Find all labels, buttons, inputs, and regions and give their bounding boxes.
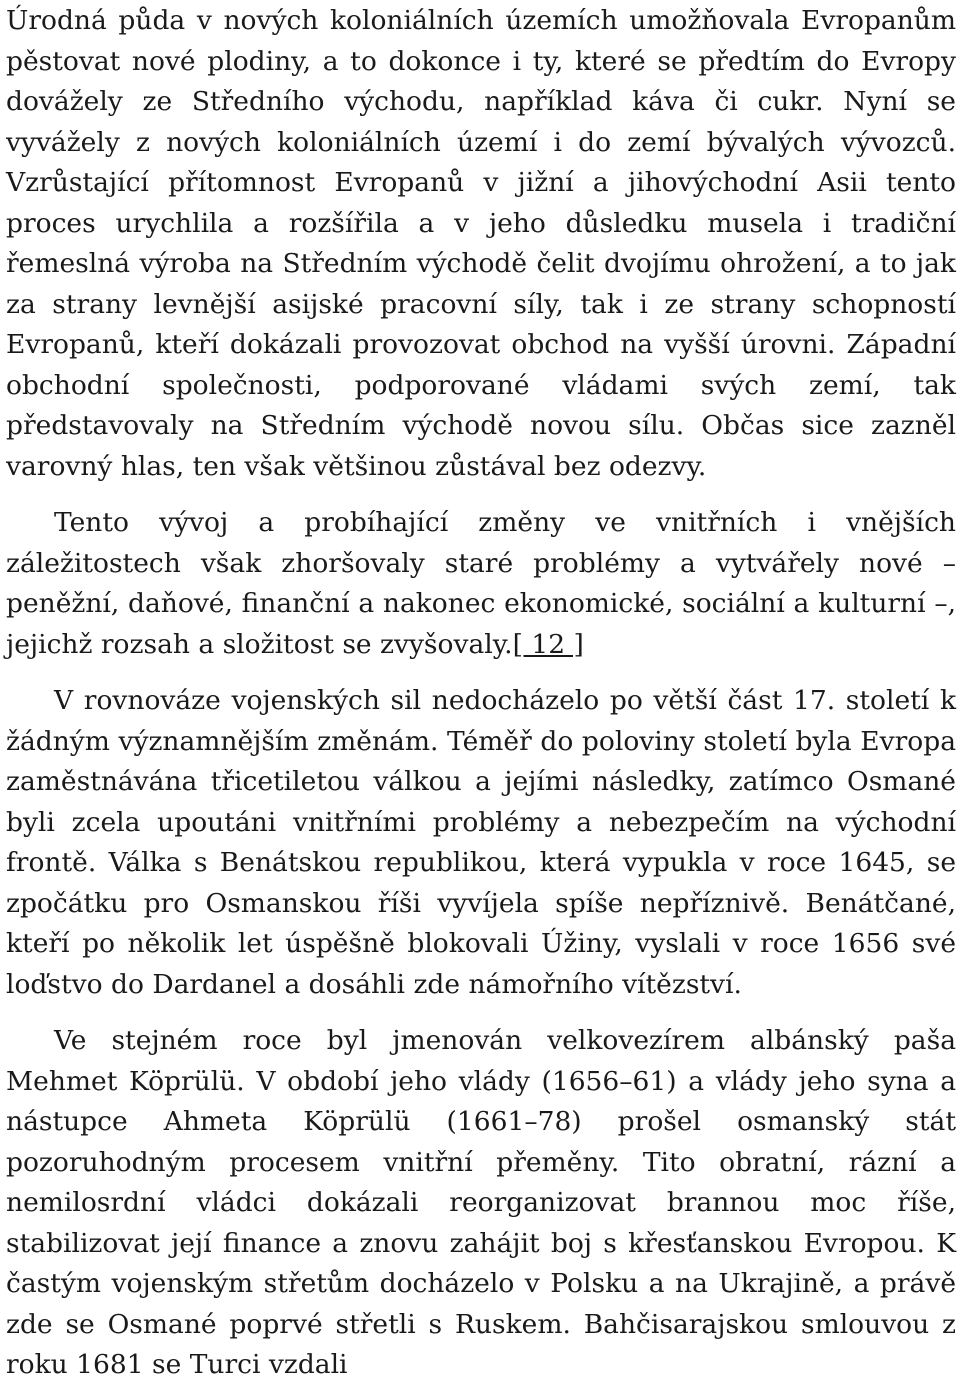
paragraph-2 xyxy=(6,503,956,665)
paragraph-4: Ve stejném roce byl jmenován velkovezírem albánský paša Mehmet Köprülü. V období jeho vlády (1656–61) a vlády jeho syna a nástupce Ahmeta Köprülü (1661–78) prošel osmanský stát pozoruhodným procesem vnitřní přeměny. Tito obratní, rázní a nemilosrdní vládci dokázali reorganizovat brannou moc říše, stabilizovat její finance a znovu zahájit boj s křesťanskou Evropou. K častým vojenským střetům docházelo v Polsku a na Ukrajině, a právě zde se Osmané poprvé střetli s Ruskem. Bahčisarajskou smlouvou z roku 1681 se Turci vzdali xyxy=(6,1025,956,1380)
paragraph-2-text: Tento vývoj a probíhající změny ve vnitřních i vnějších záležitostech však zhoršovaly staré problémy a vytvářely nové – peněžní, daňové, finanční a nakonec ekonomické, sociální a kulturní –, jejichž rozsah a složitost se zvyšovaly. xyxy=(6,507,956,660)
footnote-reference-link[interactable]: [ 12 ] xyxy=(512,628,584,660)
paragraph-3: V rovnováze vojenských sil nedocházelo po větší část 17. století k žádným významnějším změnám. Téměř do poloviny století byla Evropa zaměstnávána třicetiletou válkou a jejími následky, zatímco Osmané byli zcela upoutáni vnitřními problémy a nebezpečím na východní frontě. Válka s Benátskou republikou, která vypukla v roce 1645, se zpočátku pro Osmanskou říši vyvíjela spíše nepříznivě. Benátčané, kteří po několik let úspěšně blokovali Úžiny, vyslali v roce 1656 své loďstvo do Dardanel a dosáhli zde námořního vítězství. xyxy=(6,685,956,1000)
paragraph-1: Úrodná půda v nových koloniálních územích umožňovala Evropanům pěstovat nové plodiny, a to dokonce i ty, které se předtím do Evropy dovážely ze Středního východu, například káva či cukr. Nyní se vyvážely z nových koloniálních území i do zemí bývalých vývozců. Vzrůstající přítomnost Evropanů v jižní a jihovýchodní Asii tento proces urychlila a rozšířila a v jeho důsledku musela i tradiční řemeslná výroba na Středním východě čelit dvojímu ohrožení, a to jak za strany levnější asijské pracovní síly, tak i ze strany schopností Evropanů, kteří dokázali provozovat obchod na vyšší úrovni. Západní obchodní společnosti, podporované vládami svých zemí, tak představovaly na Středním východě novou sílu. Občas sice zazněl varovný hlas, ten však většinou zůstával bez odezvy. xyxy=(6,5,956,482)
document-page xyxy=(6,0,956,1386)
